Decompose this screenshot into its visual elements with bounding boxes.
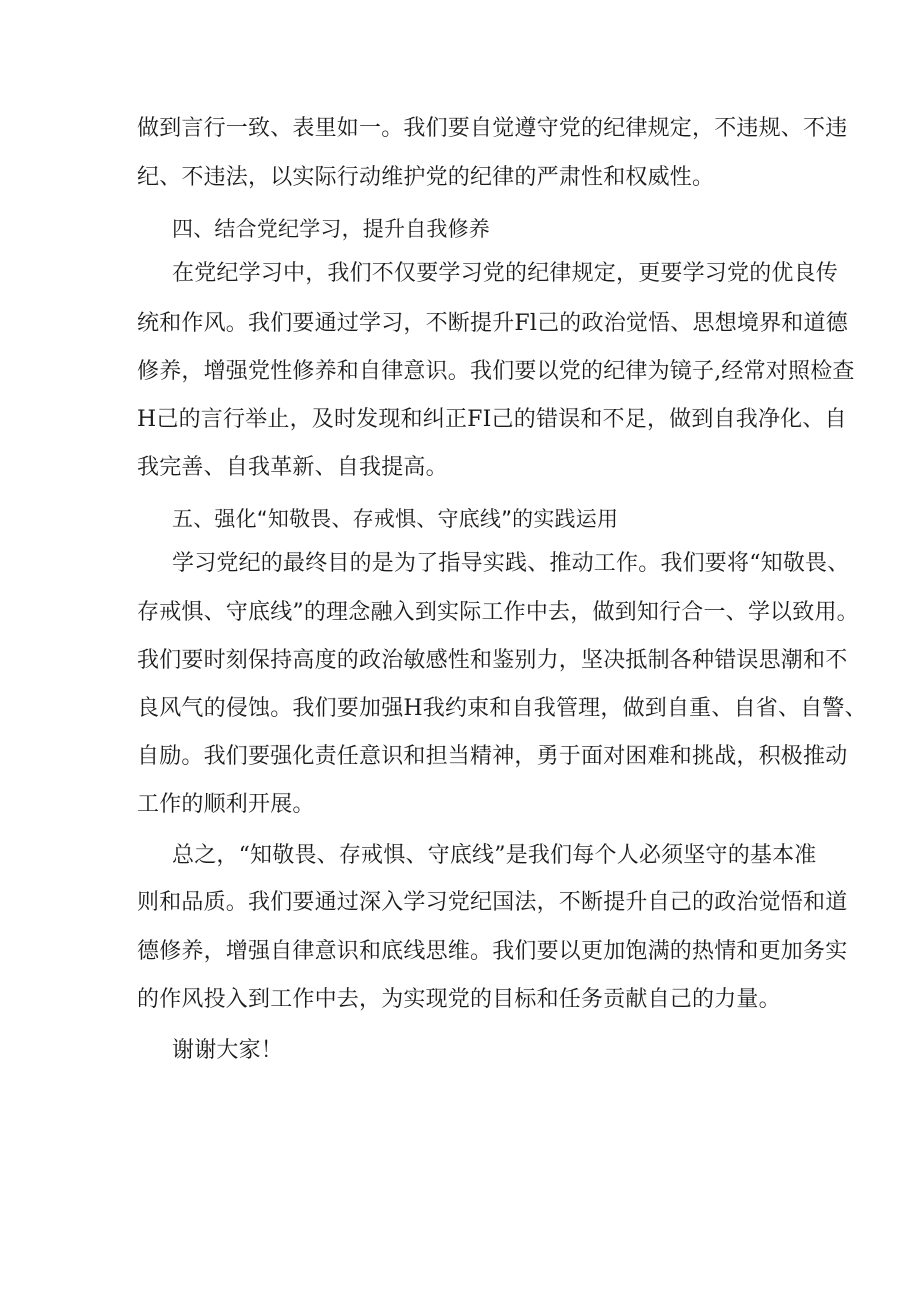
paragraph-line: 工作的顺利开展。	[137, 792, 315, 817]
paragraph-line: 则和品质。我们要通过深入学习党纪国法，不断提升自己的政治觉悟和道	[137, 890, 848, 915]
paragraph-line: 学习党纪的最终目的是为了指导实践、推动工作。我们要将“知敬畏、	[172, 551, 850, 576]
paragraph-line: 总之，“知敬畏、存戒惧、守底线”是我们每个人必须坚守的基本准	[172, 843, 817, 868]
paragraph-line: 存戒惧、守底线”的理念融入到实际工作中去，做到知行合一、学以致用。	[137, 600, 859, 625]
paragraph-line: 自励。我们要强化责任意识和担当精神，勇于面对困难和挑战，积极推动	[137, 744, 848, 769]
paragraph-line: 统和作风。我们要通过学习，不断提升Fl己的政治觉悟、思想境界和道德	[137, 311, 848, 336]
paragraph-line: H己的言行举止，及时发现和纠正FI己的错误和不足，做到自我净化、自	[137, 407, 847, 432]
closing-line: 谢谢大家！	[172, 1038, 284, 1063]
paragraph-line: 我完善、自我革新、自我提高。	[137, 455, 448, 480]
paragraph-line: 在党纪学习中，我们不仅要学习党的纪律规定，更要学习党的优良传	[172, 261, 839, 286]
paragraph-line: 纪、不违法，以实际行动维护党的纪律的严肃性和权威性。	[137, 165, 715, 190]
paragraph-line: 我们要时刻保持高度的政治敏感性和鉴别力，坚决抵制各种错误思潮和不	[137, 648, 848, 673]
paragraph-line: 良风气的侵蚀。我们要加强H我约束和自我管理，做到自重、自省、自警、	[137, 696, 867, 721]
paragraph-line: 做到言行一致、表里如一。我们要自觉遵守党的纪律规定，不违规、不违	[137, 116, 848, 141]
paragraph-line: 的作风投入到工作中去，为实现党的目标和任务贡献自己的力量。	[137, 987, 781, 1012]
section-heading-4: 四、结合党纪学习，提升自我修养	[172, 217, 490, 241]
paragraph-line: 德修养，增强自律意识和底线思维。我们要以更加饱满的热情和更加务实	[137, 939, 848, 964]
paragraph-line: 修养，增强党性修养和自律意识。我们要以党的纪律为镜子,经常对照检查	[137, 359, 855, 384]
section-heading-5: 五、强化“知敬畏、存戒惧、守底线”的实践运用	[172, 507, 619, 531]
